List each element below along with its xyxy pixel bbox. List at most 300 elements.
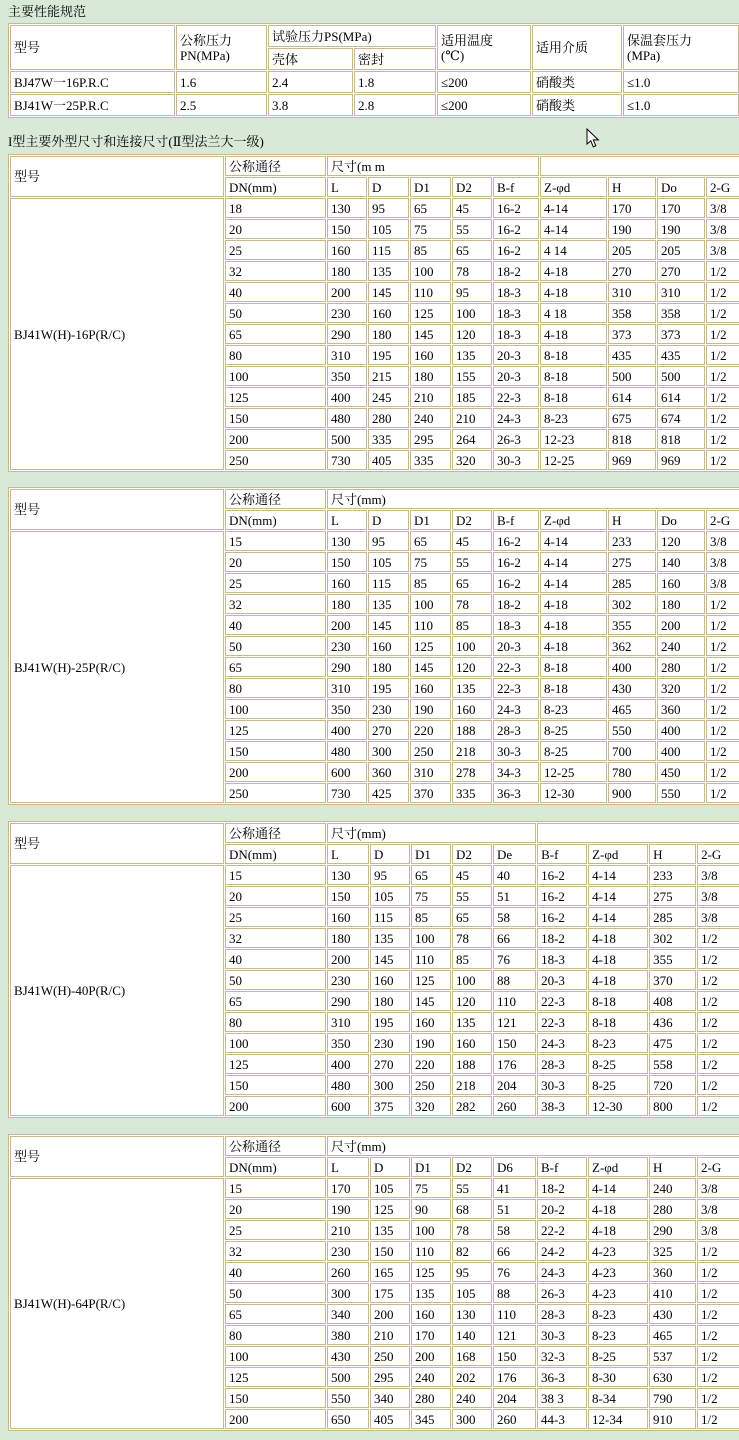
cell-dn: 80 bbox=[225, 1012, 326, 1032]
cell: 700 bbox=[608, 741, 656, 761]
cell: 8-25 bbox=[588, 1346, 648, 1366]
cell: 1/2 bbox=[706, 636, 739, 656]
cell: 135 bbox=[368, 261, 409, 281]
cell: 280 bbox=[657, 657, 705, 677]
cell: 1/2 bbox=[697, 1054, 739, 1074]
cell: 155 bbox=[452, 366, 492, 386]
cell: 125 bbox=[411, 1262, 451, 1282]
cell: 105 bbox=[368, 552, 409, 572]
cell: 780 bbox=[608, 762, 656, 782]
cell: 75 bbox=[411, 886, 451, 906]
cell: 400 bbox=[608, 657, 656, 677]
cell: 28-3 bbox=[537, 1304, 587, 1324]
cell: 55 bbox=[452, 886, 492, 906]
cell: 125 bbox=[411, 970, 451, 990]
cell: 130 bbox=[327, 198, 367, 218]
cell: 65 bbox=[410, 198, 451, 218]
col-header-dim: 2-G bbox=[697, 844, 739, 864]
cell-dn: 125 bbox=[225, 720, 326, 740]
cell: 270 bbox=[368, 720, 409, 740]
cell: 320 bbox=[657, 678, 705, 698]
cell: 18-3 bbox=[537, 949, 587, 969]
cell: 3/8 bbox=[706, 219, 739, 239]
cell: 500 bbox=[327, 1367, 369, 1387]
cell: 1/2 bbox=[706, 741, 739, 761]
cell: 4-23 bbox=[588, 1241, 648, 1261]
col-header-dim: D1 bbox=[411, 1157, 451, 1177]
cell: 4-14 bbox=[588, 865, 648, 885]
cell: 818 bbox=[608, 429, 656, 449]
cell-dn: 100 bbox=[225, 366, 326, 386]
cell: ≤1.0 bbox=[623, 94, 739, 116]
cell: 730 bbox=[327, 783, 367, 803]
col-header-dn-bottom: DN(mm) bbox=[225, 844, 326, 864]
cell: 105 bbox=[370, 886, 410, 906]
cell: 135 bbox=[452, 345, 492, 365]
cell: 358 bbox=[657, 303, 705, 323]
cell: 4-14 bbox=[540, 573, 607, 593]
cell: 1/2 bbox=[697, 928, 739, 948]
cell: 121 bbox=[493, 1012, 536, 1032]
cell: 160 bbox=[410, 345, 451, 365]
col-header-dim: L bbox=[327, 177, 367, 197]
cell: 75 bbox=[411, 1178, 451, 1198]
cell: ≤200 bbox=[437, 94, 531, 116]
col-header-dim: L bbox=[327, 844, 369, 864]
cell: 2.5 bbox=[176, 94, 267, 116]
cell: 1/2 bbox=[706, 594, 739, 614]
cell: 12-25 bbox=[540, 450, 607, 470]
cell: 100 bbox=[410, 594, 451, 614]
cell: 310 bbox=[608, 282, 656, 302]
cell: 8-23 bbox=[588, 1304, 648, 1324]
cell-dn: 200 bbox=[225, 1409, 326, 1429]
cell-dn: 50 bbox=[225, 303, 326, 323]
col-header-dim: D1 bbox=[411, 844, 451, 864]
col-header-line: 保温套压力 bbox=[627, 32, 693, 48]
cell-dn: 65 bbox=[225, 991, 326, 1011]
cell: 1/2 bbox=[697, 1325, 739, 1345]
cell: 300 bbox=[327, 1283, 369, 1303]
cell: 1/2 bbox=[697, 991, 739, 1011]
cell-dn: 65 bbox=[225, 324, 326, 344]
cell: 475 bbox=[649, 1033, 696, 1053]
cell: 150 bbox=[327, 552, 367, 572]
cell-dn: 65 bbox=[225, 657, 326, 677]
cell: 1/2 bbox=[706, 303, 739, 323]
cell: 3/8 bbox=[706, 240, 739, 260]
cell: 18-3 bbox=[493, 303, 539, 323]
cell-dn: 125 bbox=[225, 1367, 326, 1387]
col-header-dim: D1 bbox=[410, 510, 451, 530]
cell: 790 bbox=[649, 1388, 696, 1408]
cell: 400 bbox=[327, 1054, 369, 1074]
cell: 300 bbox=[370, 1075, 410, 1095]
cell-dn: 150 bbox=[225, 741, 326, 761]
col-header-dim: D bbox=[370, 1157, 410, 1177]
cell: 135 bbox=[370, 1220, 410, 1240]
cell: 1.8 bbox=[354, 71, 436, 93]
cell: 210 bbox=[327, 1220, 369, 1240]
cell: 300 bbox=[452, 1409, 492, 1429]
cell: 550 bbox=[657, 783, 705, 803]
cell: 295 bbox=[370, 1367, 410, 1387]
cell: 290 bbox=[649, 1220, 696, 1240]
cell: 270 bbox=[370, 1054, 410, 1074]
col-header-medium: 适用介质 bbox=[532, 25, 622, 70]
cell: 22-3 bbox=[493, 678, 539, 698]
cell: 8-18 bbox=[540, 678, 607, 698]
cell: 58 bbox=[493, 1220, 536, 1240]
cell: 8-25 bbox=[540, 741, 607, 761]
cell-dn: 200 bbox=[225, 1096, 326, 1116]
cell: 85 bbox=[452, 949, 492, 969]
cell: 30-3 bbox=[493, 450, 539, 470]
cell: 115 bbox=[370, 907, 410, 927]
cell: 240 bbox=[411, 1367, 451, 1387]
cell: 275 bbox=[649, 886, 696, 906]
cell: 282 bbox=[452, 1096, 492, 1116]
cell: 66 bbox=[493, 1241, 536, 1261]
cell: 88 bbox=[493, 1283, 536, 1303]
cell-dn: 100 bbox=[225, 1346, 326, 1366]
cell: ≤1.0 bbox=[623, 71, 739, 93]
col-header-dim: H bbox=[608, 510, 656, 530]
table-header-row bbox=[10, 156, 739, 176]
cell: 969 bbox=[608, 450, 656, 470]
cell: 310 bbox=[410, 762, 451, 782]
cell: 170 bbox=[657, 198, 705, 218]
cell: 20-3 bbox=[537, 970, 587, 990]
cell: 135 bbox=[370, 928, 410, 948]
col-header-dim: D bbox=[368, 510, 409, 530]
cell: 40 bbox=[493, 865, 536, 885]
col-header-dim: 2-G bbox=[706, 177, 739, 197]
cell: 110 bbox=[411, 949, 451, 969]
cell: 190 bbox=[410, 699, 451, 719]
cell: 436 bbox=[649, 1012, 696, 1032]
cell: 435 bbox=[608, 345, 656, 365]
cell: 8-34 bbox=[588, 1388, 648, 1408]
cell-dn: 150 bbox=[225, 408, 326, 428]
cell: 18-2 bbox=[537, 1178, 587, 1198]
col-header-dn-top: 公称通径 bbox=[225, 823, 326, 843]
col-header-size: 尺寸(mm) bbox=[327, 489, 739, 509]
cell-dn: 40 bbox=[225, 282, 326, 302]
cell-dn: 15 bbox=[225, 531, 326, 551]
cell: 295 bbox=[410, 429, 451, 449]
cell: 1/2 bbox=[697, 1367, 739, 1387]
cell-dn: 100 bbox=[225, 1033, 326, 1053]
cell: 720 bbox=[649, 1075, 696, 1095]
cell: 400 bbox=[327, 387, 367, 407]
cell: 51 bbox=[493, 886, 536, 906]
cell: 8-25 bbox=[588, 1054, 648, 1074]
cell: 28-3 bbox=[537, 1054, 587, 1074]
cell: 20-3 bbox=[493, 636, 539, 656]
cell: 310 bbox=[327, 345, 367, 365]
cell: 210 bbox=[410, 387, 451, 407]
cell-dn: 20 bbox=[225, 1199, 326, 1219]
cell: 1/2 bbox=[706, 450, 739, 470]
col-header-line: 适用温度 bbox=[441, 32, 494, 48]
cell: 1/2 bbox=[697, 949, 739, 969]
cell: 32-3 bbox=[537, 1346, 587, 1366]
cell: 22-3 bbox=[493, 657, 539, 677]
cell: 210 bbox=[452, 408, 492, 428]
cell: 302 bbox=[649, 928, 696, 948]
cell: 358 bbox=[608, 303, 656, 323]
cell: 20-3 bbox=[493, 345, 539, 365]
cell: 220 bbox=[411, 1054, 451, 1074]
cell: 44-3 bbox=[537, 1409, 587, 1429]
cell: 190 bbox=[327, 1199, 369, 1219]
col-header-dim: B-f bbox=[537, 844, 587, 864]
cell: 3/8 bbox=[706, 198, 739, 218]
cell: 55 bbox=[452, 1178, 492, 1198]
section-title: I型主要外型尺寸和连接尺寸(Ⅱ型法兰大一级) bbox=[8, 134, 264, 149]
col-header-temperature bbox=[437, 25, 531, 70]
cell-dn: 80 bbox=[225, 345, 326, 365]
cell: 310 bbox=[327, 678, 367, 698]
cell: 150 bbox=[370, 1241, 410, 1261]
cell: 95 bbox=[452, 282, 492, 302]
table-header-row bbox=[10, 1136, 739, 1156]
cell: 340 bbox=[370, 1388, 410, 1408]
col-header-blank bbox=[540, 156, 739, 176]
cell: 1/2 bbox=[697, 1304, 739, 1324]
cell-dn: 32 bbox=[225, 928, 326, 948]
cell: 16-2 bbox=[493, 552, 539, 572]
cell-dn: 25 bbox=[225, 240, 326, 260]
cell: 362 bbox=[608, 636, 656, 656]
cell: 165 bbox=[370, 1262, 410, 1282]
cell: 65 bbox=[452, 240, 492, 260]
cell: 1/2 bbox=[706, 783, 739, 803]
cell: 160 bbox=[370, 970, 410, 990]
cell: 3/8 bbox=[697, 907, 739, 927]
col-header-dim: Z-φd bbox=[588, 844, 648, 864]
cell: 36-3 bbox=[537, 1367, 587, 1387]
col-header-dn-bottom: DN(mm) bbox=[225, 177, 326, 197]
cell-model: BJ41W一25P.R.C bbox=[10, 94, 175, 116]
cell: 4-18 bbox=[540, 594, 607, 614]
col-header-dim: Z-φd bbox=[540, 510, 607, 530]
cell: 150 bbox=[493, 1346, 536, 1366]
cell-dn: 32 bbox=[225, 261, 326, 281]
cell: 3/8 bbox=[697, 1178, 739, 1198]
col-header-dim: H bbox=[649, 844, 696, 864]
cell: 1/2 bbox=[697, 1409, 739, 1429]
cell: 51 bbox=[493, 1199, 536, 1219]
cell: 22-3 bbox=[537, 1012, 587, 1032]
cell: 12-30 bbox=[588, 1096, 648, 1116]
cell: 180 bbox=[370, 991, 410, 1011]
cell: 218 bbox=[452, 1075, 492, 1095]
cell: 195 bbox=[370, 1012, 410, 1032]
cell-dn: 80 bbox=[225, 1325, 326, 1345]
cell: 1/2 bbox=[706, 366, 739, 386]
cell: 170 bbox=[411, 1325, 451, 1345]
cell: 55 bbox=[452, 552, 492, 572]
cell-dn: 80 bbox=[225, 678, 326, 698]
col-header-model: 型号 bbox=[10, 156, 224, 197]
cell: 373 bbox=[608, 324, 656, 344]
cell: 264 bbox=[452, 429, 492, 449]
model-name-cell: BJ41W(H)-64P(R/C) bbox=[10, 1178, 224, 1429]
cell-dn: 40 bbox=[225, 1262, 326, 1282]
cell-dn: 32 bbox=[225, 1241, 326, 1261]
cell: 125 bbox=[410, 303, 451, 323]
cell: 2.8 bbox=[354, 94, 436, 116]
cell: 140 bbox=[657, 552, 705, 572]
cell: 290 bbox=[327, 324, 367, 344]
cell: 355 bbox=[608, 615, 656, 635]
cell: 76 bbox=[493, 949, 536, 969]
cell: 195 bbox=[368, 345, 409, 365]
cell: 8-23 bbox=[540, 699, 607, 719]
cell: 4-23 bbox=[588, 1262, 648, 1282]
cell: 160 bbox=[327, 573, 367, 593]
col-header-jacket-pressure bbox=[623, 25, 739, 70]
cell: 1/2 bbox=[697, 970, 739, 990]
cell: 105 bbox=[368, 219, 409, 239]
cell: 4-18 bbox=[588, 970, 648, 990]
cell: 95 bbox=[368, 531, 409, 551]
cell: 16-2 bbox=[493, 219, 539, 239]
cell: 45 bbox=[452, 531, 492, 551]
cell: 3/8 bbox=[697, 1199, 739, 1219]
cell: 360 bbox=[657, 699, 705, 719]
cell: 175 bbox=[370, 1283, 410, 1303]
cell: 95 bbox=[370, 865, 410, 885]
cell: 200 bbox=[370, 1304, 410, 1324]
cell: 350 bbox=[327, 1033, 369, 1053]
cell: 4-14 bbox=[540, 531, 607, 551]
col-header-dim: B-f bbox=[537, 1157, 587, 1177]
cell: 630 bbox=[649, 1367, 696, 1387]
cell: 1/2 bbox=[697, 1283, 739, 1303]
cell: 160 bbox=[657, 573, 705, 593]
cell: 41 bbox=[493, 1178, 536, 1198]
cell: 3/8 bbox=[697, 865, 739, 885]
col-header-dim: Z-φd bbox=[540, 177, 607, 197]
cell: 230 bbox=[368, 699, 409, 719]
col-header-dim: De bbox=[493, 844, 536, 864]
cell: 66 bbox=[493, 928, 536, 948]
cell: 8-25 bbox=[588, 1075, 648, 1095]
cell: 115 bbox=[368, 240, 409, 260]
col-header-dim: L bbox=[327, 1157, 369, 1177]
cell: 115 bbox=[368, 573, 409, 593]
cell: 24-3 bbox=[493, 699, 539, 719]
col-header-dn-top: 公称通径 bbox=[225, 1136, 326, 1156]
cell: 30-3 bbox=[493, 741, 539, 761]
cell: 465 bbox=[608, 699, 656, 719]
model-name-cell: BJ41W(H)-16P(R/C) bbox=[10, 198, 224, 470]
cell: 233 bbox=[608, 531, 656, 551]
cell: 480 bbox=[327, 408, 367, 428]
cell: 45 bbox=[452, 865, 492, 885]
cell: 230 bbox=[327, 1241, 369, 1261]
cell: 290 bbox=[327, 657, 367, 677]
cell: 8-18 bbox=[540, 345, 607, 365]
col-header-seal: 密封 bbox=[354, 48, 436, 70]
cell: 230 bbox=[327, 636, 367, 656]
cell: 280 bbox=[368, 408, 409, 428]
cell: 160 bbox=[411, 1304, 451, 1324]
cell: 340 bbox=[327, 1304, 369, 1324]
cell-dn: 250 bbox=[225, 450, 326, 470]
cell: 1/2 bbox=[706, 657, 739, 677]
cell-dn: 15 bbox=[225, 1178, 326, 1198]
cell: 240 bbox=[657, 636, 705, 656]
model-name-cell: BJ41W(H)-40P(R/C) bbox=[10, 865, 224, 1116]
cell: 230 bbox=[327, 303, 367, 323]
cell: 1/2 bbox=[706, 408, 739, 428]
cell: 188 bbox=[452, 720, 492, 740]
cell: 1/2 bbox=[706, 429, 739, 449]
cell: 150 bbox=[493, 1033, 536, 1053]
cell: 335 bbox=[452, 783, 492, 803]
cell: 1/2 bbox=[697, 1388, 739, 1408]
cell: 410 bbox=[649, 1283, 696, 1303]
cell: 95 bbox=[368, 198, 409, 218]
cell: 120 bbox=[657, 531, 705, 551]
table-row bbox=[10, 1178, 739, 1198]
cell: 145 bbox=[368, 615, 409, 635]
cell: 350 bbox=[327, 366, 367, 386]
cell: 218 bbox=[452, 741, 492, 761]
cell: 82 bbox=[452, 1241, 492, 1261]
cell: 12-23 bbox=[540, 429, 607, 449]
cell: 430 bbox=[327, 1346, 369, 1366]
cell: 405 bbox=[370, 1409, 410, 1429]
cell: 8-23 bbox=[540, 408, 607, 428]
dimension-table-40p bbox=[8, 821, 739, 1118]
cell: 450 bbox=[657, 762, 705, 782]
cell: 36-3 bbox=[493, 783, 539, 803]
cell-dn: 40 bbox=[225, 615, 326, 635]
cell: 4-18 bbox=[540, 636, 607, 656]
cell: 302 bbox=[608, 594, 656, 614]
cell: 1.6 bbox=[176, 71, 267, 93]
cell: 26-3 bbox=[537, 1283, 587, 1303]
cell: 22-3 bbox=[493, 387, 539, 407]
cell: 3/8 bbox=[706, 531, 739, 551]
col-header-model: 型号 bbox=[10, 489, 224, 530]
cell: 135 bbox=[452, 1012, 492, 1032]
col-header-dn-bottom: DN(mm) bbox=[225, 510, 326, 530]
col-header-line: PN(MPa) bbox=[180, 47, 230, 63]
cell: 135 bbox=[368, 594, 409, 614]
cell: 65 bbox=[410, 531, 451, 551]
cell-dn: 50 bbox=[225, 636, 326, 656]
cell: 16-2 bbox=[537, 865, 587, 885]
cell: 65 bbox=[452, 907, 492, 927]
cell: 4-14 bbox=[540, 552, 607, 572]
cell: 425 bbox=[368, 783, 409, 803]
cell: 3/8 bbox=[697, 1220, 739, 1240]
model-name-cell: BJ41W(H)-25P(R/C) bbox=[10, 531, 224, 803]
cell-dn: 200 bbox=[225, 762, 326, 782]
col-header-dim: Do bbox=[657, 510, 705, 530]
cell: 75 bbox=[410, 552, 451, 572]
cell: 210 bbox=[370, 1325, 410, 1345]
cell-dn: 250 bbox=[225, 783, 326, 803]
cell-dn: 100 bbox=[225, 699, 326, 719]
cell: 818 bbox=[657, 429, 705, 449]
